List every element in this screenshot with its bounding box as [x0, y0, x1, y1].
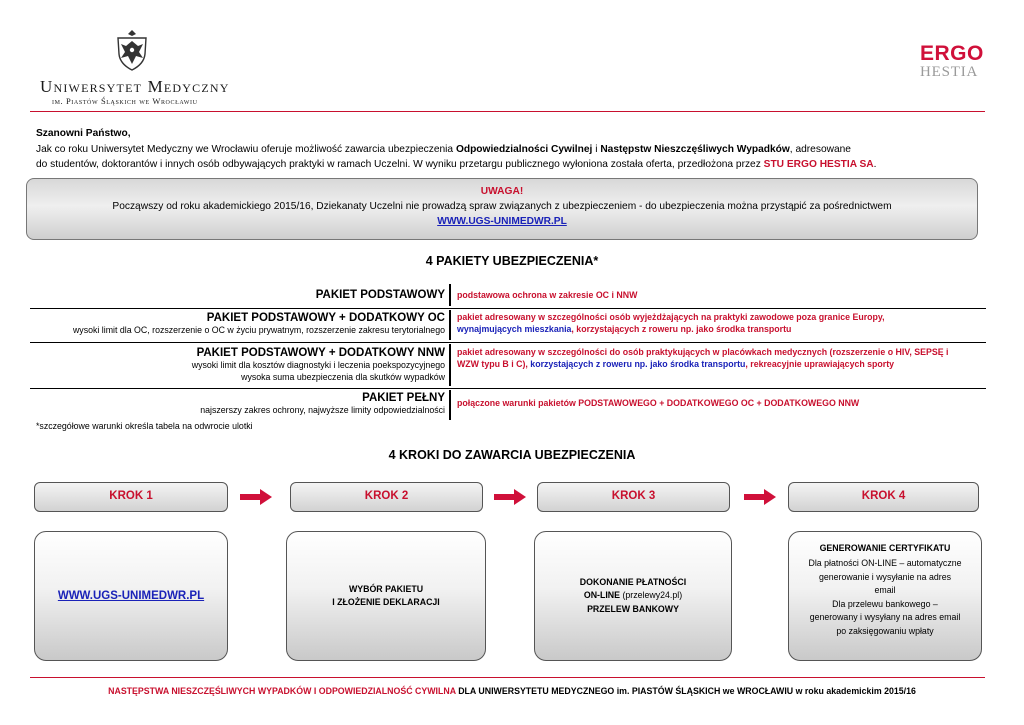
step-1-link[interactable]: WWW.UGS-UNIMEDWR.PL	[57, 590, 205, 602]
packages-footnote: *szczegółowe warunki określa tabela na odwrocie ulotki	[36, 421, 253, 431]
package-name: PAKIET PODSTAWOWY	[315, 289, 445, 301]
arrow-right-icon	[494, 489, 526, 505]
greeting: Szanowni Państwo,	[36, 128, 131, 139]
package-name: PAKIET PEŁNY	[362, 392, 445, 404]
package-info-highlight: wynajmujących mieszkania	[457, 323, 572, 334]
intro-text-segment: i	[592, 143, 601, 155]
table-divider-horizontal	[30, 342, 986, 343]
table-divider-horizontal	[30, 308, 986, 309]
step-2-text: I ZŁOŻENIE DEKLARACJI	[332, 597, 440, 607]
step-4-text: generowany i wysyłany na adres email	[809, 612, 961, 622]
step-3-header: KROK 3	[537, 482, 730, 512]
footer-red-text: NASTĘPSTWA NIESZCZĘŚLIWYCH WYPADKÓW I ODPOWIEDZIALNOŚĆ CYWILNA	[108, 686, 456, 696]
package-desc: wysoka suma ubezpieczenia dla skutków wypadków	[241, 371, 445, 382]
intro-text-segment: .	[873, 159, 877, 170]
intro-line-2	[36, 157, 986, 173]
notice-link[interactable]: WWW.UGS-UNIMEDWR.PL	[437, 216, 567, 227]
package-desc: najszerszy zakres ochrony, najwyższe limity odpowiedzialności	[200, 405, 445, 415]
intro-line-1	[36, 142, 986, 158]
header-divider	[30, 111, 985, 112]
intro-text-segment: Jak co roku Uniwersytet Medyczny we Wrocławiu oferuje możliwość zawarcia ubezpieczenia	[36, 143, 456, 155]
package-info: podstawowa ochrona w zakresie OC i NNW	[457, 290, 638, 300]
package-name: PAKIET PODSTAWOWY + DODATKOWY OC	[206, 312, 445, 324]
step-4-text: generowanie i wysyłanie na adres	[818, 571, 952, 582]
university-subtitle: im. Piastów Śląskich we Wrocławiu	[52, 96, 198, 106]
table-divider-vertical	[449, 284, 451, 306]
intro-bold-oc: Odpowiedzialności Cywilnej	[455, 143, 593, 155]
package-info-text: pakiet adresowany w szczególności osób wyjeżdżających na praktyki zawodowe poza granice Europy,	[457, 312, 885, 322]
university-name: Uniwersytet Medyczny	[40, 77, 230, 96]
package-info	[457, 312, 987, 335]
step-2-header: KROK 2	[290, 482, 483, 512]
intro-text	[36, 126, 986, 173]
table-divider-vertical	[449, 390, 451, 420]
step-1-box	[34, 531, 228, 661]
packages-title: 4 PAKIETY UBEZPIECZENIA*	[425, 254, 599, 268]
step-3-online	[584, 589, 682, 603]
step-4-text: email	[874, 585, 896, 595]
package-name: PAKIET PODSTAWOWY + DODATKOWY NNW	[196, 347, 445, 359]
footer-black-text: DLA UNIWERSYTETU MEDYCZNEGO im. PIASTÓW ŚLĄSKICH we WROCŁAWIU w roku akademickim 2015/16	[458, 686, 916, 696]
university-crest-icon	[112, 28, 152, 72]
intro-text-segment: do studentów, doktorantów i innych osób odbywających praktyki w ramach Uczelni. W wyniku przetargu publicznego wyłoniona została oferta, przedłożona przez	[36, 159, 764, 170]
package-info-text: , korzystających z roweru np. jako środka transportu	[571, 323, 792, 334]
notice-text: Począwszy od roku akademickiego 2015/16, Dziekanaty Uczelni nie prowadzą spraw związanych z ubezpieczeniem - do ubezpieczenia można przystąpić za pośrednictwem	[112, 201, 892, 212]
intro-text-segment: , adresowane	[789, 143, 851, 155]
package-info: połączone warunki pakietów PODSTAWOWEGO + DODATKOWEGO OC + DODATKOWEGO NNW	[457, 398, 860, 408]
intro-bold-nnw: Następstw Nieszczęśliwych Wypadków	[600, 143, 790, 155]
step-3-online-label: ON-LINE	[583, 590, 621, 601]
step-4-box	[788, 531, 982, 661]
step-4-text: Dla płatności ON-LINE – automatyczne	[808, 558, 962, 568]
package-info	[457, 347, 967, 370]
table-divider-vertical	[449, 310, 451, 340]
footer-divider	[30, 677, 985, 678]
hestia-logo: HESTIA	[920, 64, 979, 80]
ergo-logo: ERGO	[920, 42, 984, 65]
table-divider-horizontal	[30, 388, 986, 389]
step-2-text: WYBÓR PAKIETU	[348, 584, 424, 594]
step-3-box	[534, 531, 732, 661]
step-3-text: DOKONANIE PŁATNOŚCI	[579, 577, 687, 588]
step-4-title: GENEROWANIE CERTYFIKATU	[819, 543, 951, 553]
step-1-header: KROK 1	[34, 482, 228, 512]
step-2-box	[286, 531, 486, 661]
table-divider-vertical	[449, 344, 451, 386]
step-3-online-detail: (przelewy24.pl)	[620, 590, 683, 601]
package-info-text: pakiet adresowany w szczególności do osób praktykujących w placówkach medycznych (rozszerzenie o HIV, SEPSĘ i WZW typu B i C),	[457, 347, 949, 369]
step-4-text: po zaksięgowaniu wpłaty	[836, 625, 934, 636]
arrow-right-icon	[744, 489, 776, 505]
insurer-name: STU ERGO HESTIA SA	[763, 159, 874, 170]
package-desc: wysoki limit dla kosztów diagnostyki i leczenia poekspozycyjnego	[191, 360, 445, 370]
package-info-text: , rekreacyjnie uprawiających sporty	[745, 358, 895, 369]
header	[0, 0, 1024, 112]
step-3-text: PRZELEW BANKOWY	[587, 603, 679, 614]
notice-box	[26, 178, 978, 240]
arrow-right-icon	[240, 489, 272, 505]
footer	[0, 686, 1024, 696]
steps-title: 4 KROKI DO ZAWARCIA UBEZPIECZENIA	[388, 448, 636, 462]
step-4-text: Dla przelewu bankowego –	[832, 598, 938, 609]
package-desc: wysoki limit dla OC, rozszerzenie o OC w życiu prywatnym, rozszerzenie zakresu terytorialnego	[72, 325, 445, 335]
package-info-highlight: korzystających z roweru np. jako środka transportu	[530, 358, 746, 369]
step-4-header: KROK 4	[788, 482, 979, 512]
notice-title: UWAGA!	[480, 186, 524, 197]
